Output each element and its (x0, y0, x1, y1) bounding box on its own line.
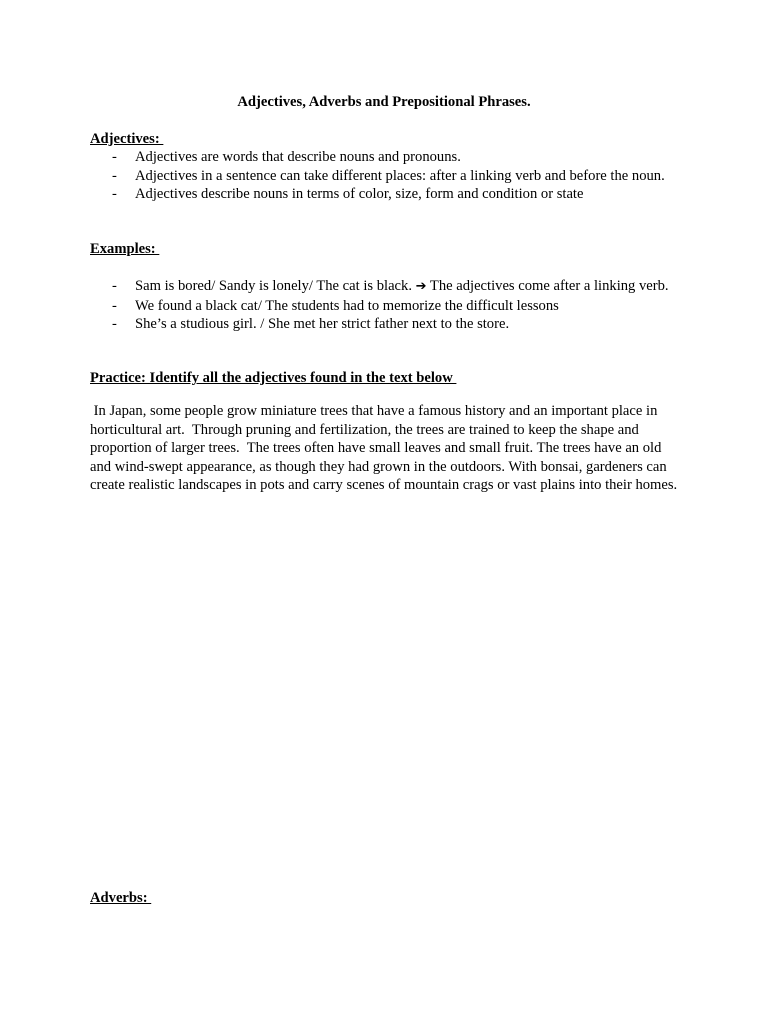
right-arrow-icon: ➔ (415, 279, 427, 294)
adjective-definition: Adjectives are words that describe nouns and pronouns. (135, 149, 461, 165)
page-title: Adjectives, Adverbs and Prepositional Phrases. (237, 94, 531, 110)
bullet-dash: - (112, 316, 117, 332)
adjective-definition: Adjectives describe nouns in terms of color, size, form and condition or state (135, 186, 584, 202)
example-text: The adjectives come after a linking verb. (426, 278, 669, 294)
adjectives-heading: Adjectives: (90, 131, 164, 147)
bullet-dash: - (112, 149, 117, 165)
example-text: Sam is bored/ Sandy is lonely/ The cat is black. (135, 278, 416, 294)
example-text: She’s a studious girl. / She met her strict father next to the store. (135, 316, 510, 332)
list-item (90, 297, 670, 316)
list-item (90, 277, 670, 297)
bullet-dash: - (112, 186, 117, 202)
examples-list (90, 277, 670, 334)
bullet-dash: - (112, 278, 117, 294)
bullet-dash: - (112, 297, 117, 314)
list-item (90, 185, 670, 204)
adjectives-list (90, 148, 670, 204)
practice-heading: Practice: Identify all the adjectives found in the text below (90, 370, 457, 386)
list-item (90, 148, 670, 167)
list-item (90, 167, 670, 186)
adjective-definition: Adjectives in a sentence can take different places: after a linking verb and before the noun. (135, 167, 665, 184)
examples-heading: Examples: (90, 241, 160, 257)
adverbs-heading: Adverbs: (90, 890, 152, 906)
example-text: We found a black cat/ The students had to memorize the difficult lessons (135, 297, 559, 314)
list-item (90, 315, 670, 334)
bullet-dash: - (112, 167, 117, 184)
practice-paragraph: In Japan, some people grow miniature trees that have a famous history and an important place in horticultural art. Through pruning and fertilization, the trees are trained to keep the shape and proportion of larger trees. The trees often have small leaves and small fruit. The trees have an old and wind-swept appearance, as though they had grown in the outdoors. With bonsai, gardeners can create realistic landscapes in pots and carry scenes of mountain crags or vast plains into their homes. (90, 403, 678, 493)
